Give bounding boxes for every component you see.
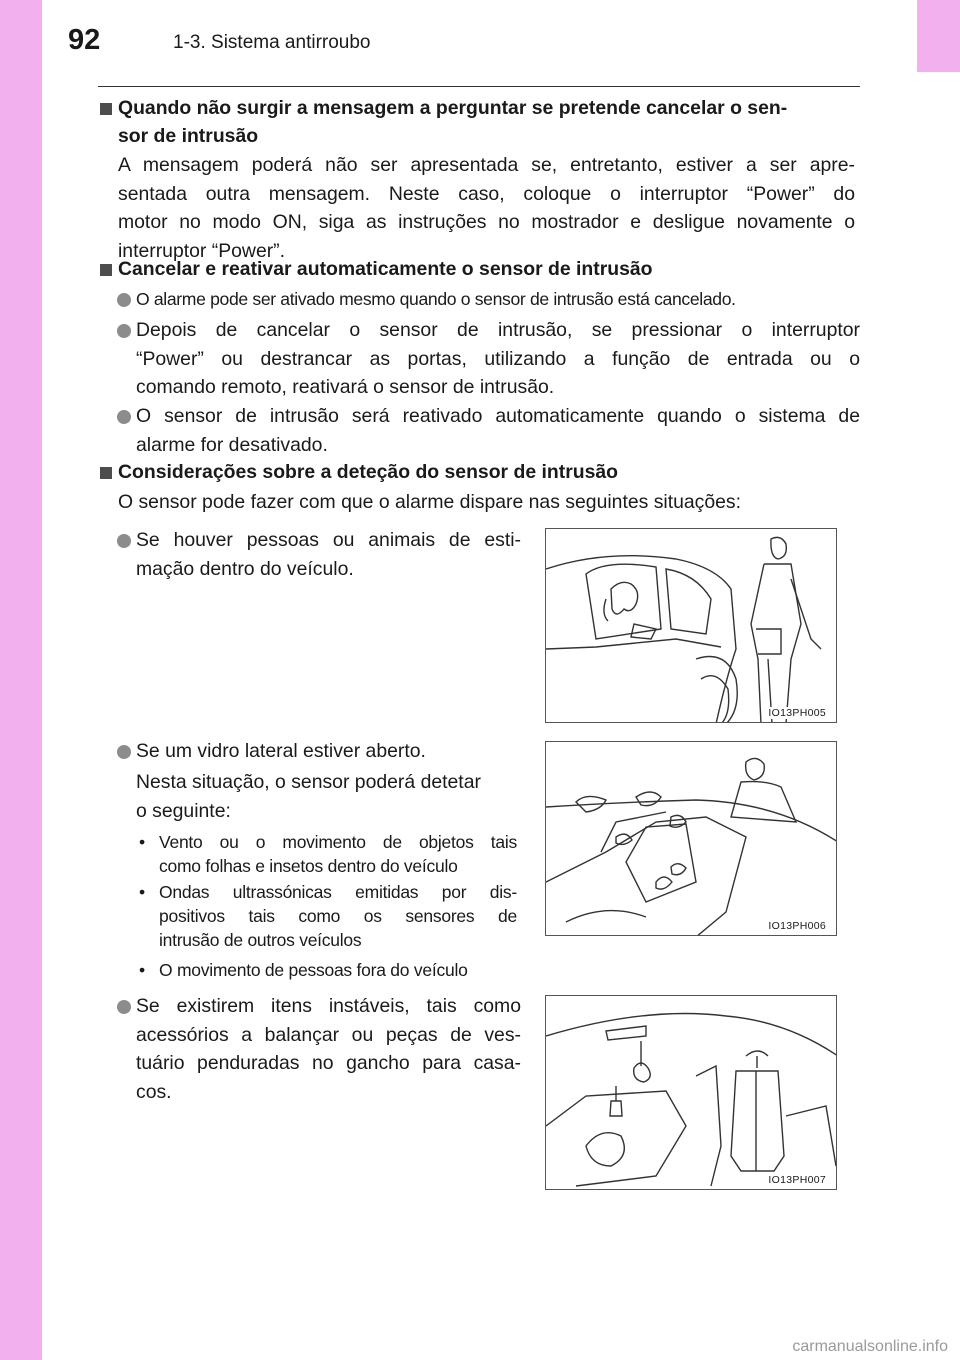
section3-bullet1: Se houver pessoas ou animais de esti- mação dentro do veículo. — [136, 529, 521, 580]
round-bullet-icon — [117, 410, 131, 424]
header-divider — [98, 86, 860, 87]
round-bullet-icon — [117, 745, 131, 759]
sub-bullet-icon: • — [139, 960, 145, 980]
figure-code: IO13PH006 — [768, 920, 826, 932]
figure-code: IO13PH005 — [768, 707, 826, 719]
page-number: 92 — [68, 24, 101, 56]
side-accent-strip — [0, 0, 42, 1360]
round-bullet-icon — [117, 534, 131, 548]
square-bullet-icon — [100, 103, 112, 115]
sub-bullet-icon: • — [139, 832, 145, 852]
sub-item-3: O movimento de pessoas fora do veículo — [159, 960, 468, 980]
round-bullet-icon — [117, 1000, 131, 1014]
section3-bullet2: Se um vidro lateral estiver aberto. — [136, 740, 426, 762]
sub-item-1: Vento ou o movimento de objetos tais como folhas e insetos dentro do veículo — [159, 832, 517, 876]
section2-heading: Cancelar e reativar automaticamente o sensor de intrusão — [118, 258, 653, 280]
vehicle-interior-illustration — [546, 996, 837, 1190]
section1-heading: Quando não surgir a mensagem a perguntar se pretende cancelar o sen- sor de intrusão — [118, 97, 788, 147]
car-with-dog-illustration — [546, 529, 837, 723]
round-bullet-icon — [117, 293, 131, 307]
section1-paragraph: A mensagem poderá não ser apresentada se, entretanto, estiver a ser apre- sentada outra mensagem. Neste caso, coloque o interruptor “Power” do motor no modo ON, siga as instruções no mostrador e desligue novamente o interruptor “Power”. — [118, 154, 855, 262]
figure-dog-in-car — [545, 528, 837, 723]
sub-item-2: Ondas ultrassónicas emitidas por dis- positivos tais como os sensores de intrusão de outros veículos — [159, 882, 517, 950]
section2-bullet3: O sensor de intrusão será reativado automaticamente quando o sistema de alarme for desativado. — [136, 405, 860, 456]
watermark: carmanualsonline.info — [792, 1338, 948, 1355]
section2-bullet1: O alarme pode ser ativado mesmo quando o sensor de intrusão está cancelado. — [136, 289, 736, 309]
square-bullet-icon — [100, 467, 112, 479]
figure-open-window — [545, 741, 837, 936]
section3-heading: Considerações sobre a deteção do sensor de intrusão — [118, 461, 619, 483]
figure-hanging-items — [545, 995, 837, 1190]
section2-bullet2: Depois de cancelar o sensor de intrusão, se pressionar o interruptor “Power” ou destrancar as portas, utilizando a função de entrada ou o comando remoto, reativará o sensor de intrusão. — [136, 319, 860, 398]
section3-intro: O sensor pode fazer com que o alarme dispare nas seguintes situações: — [118, 491, 741, 513]
sub-bullet-icon: • — [139, 882, 145, 902]
section-title: 1-3. Sistema antirroubo — [173, 32, 371, 53]
square-bullet-icon — [100, 264, 112, 276]
figure-code: IO13PH007 — [768, 1174, 826, 1186]
round-bullet-icon — [117, 324, 131, 338]
open-window-illustration — [546, 742, 837, 936]
section3-bullet3: Se existirem itens instáveis, tais como acessórios a balançar ou peças de ves- tuário penduradas no gancho para casa- cos. — [136, 995, 521, 1103]
section3-bullet2-detail: Nesta situação, o sensor poderá detetar o seguinte: — [136, 771, 481, 822]
